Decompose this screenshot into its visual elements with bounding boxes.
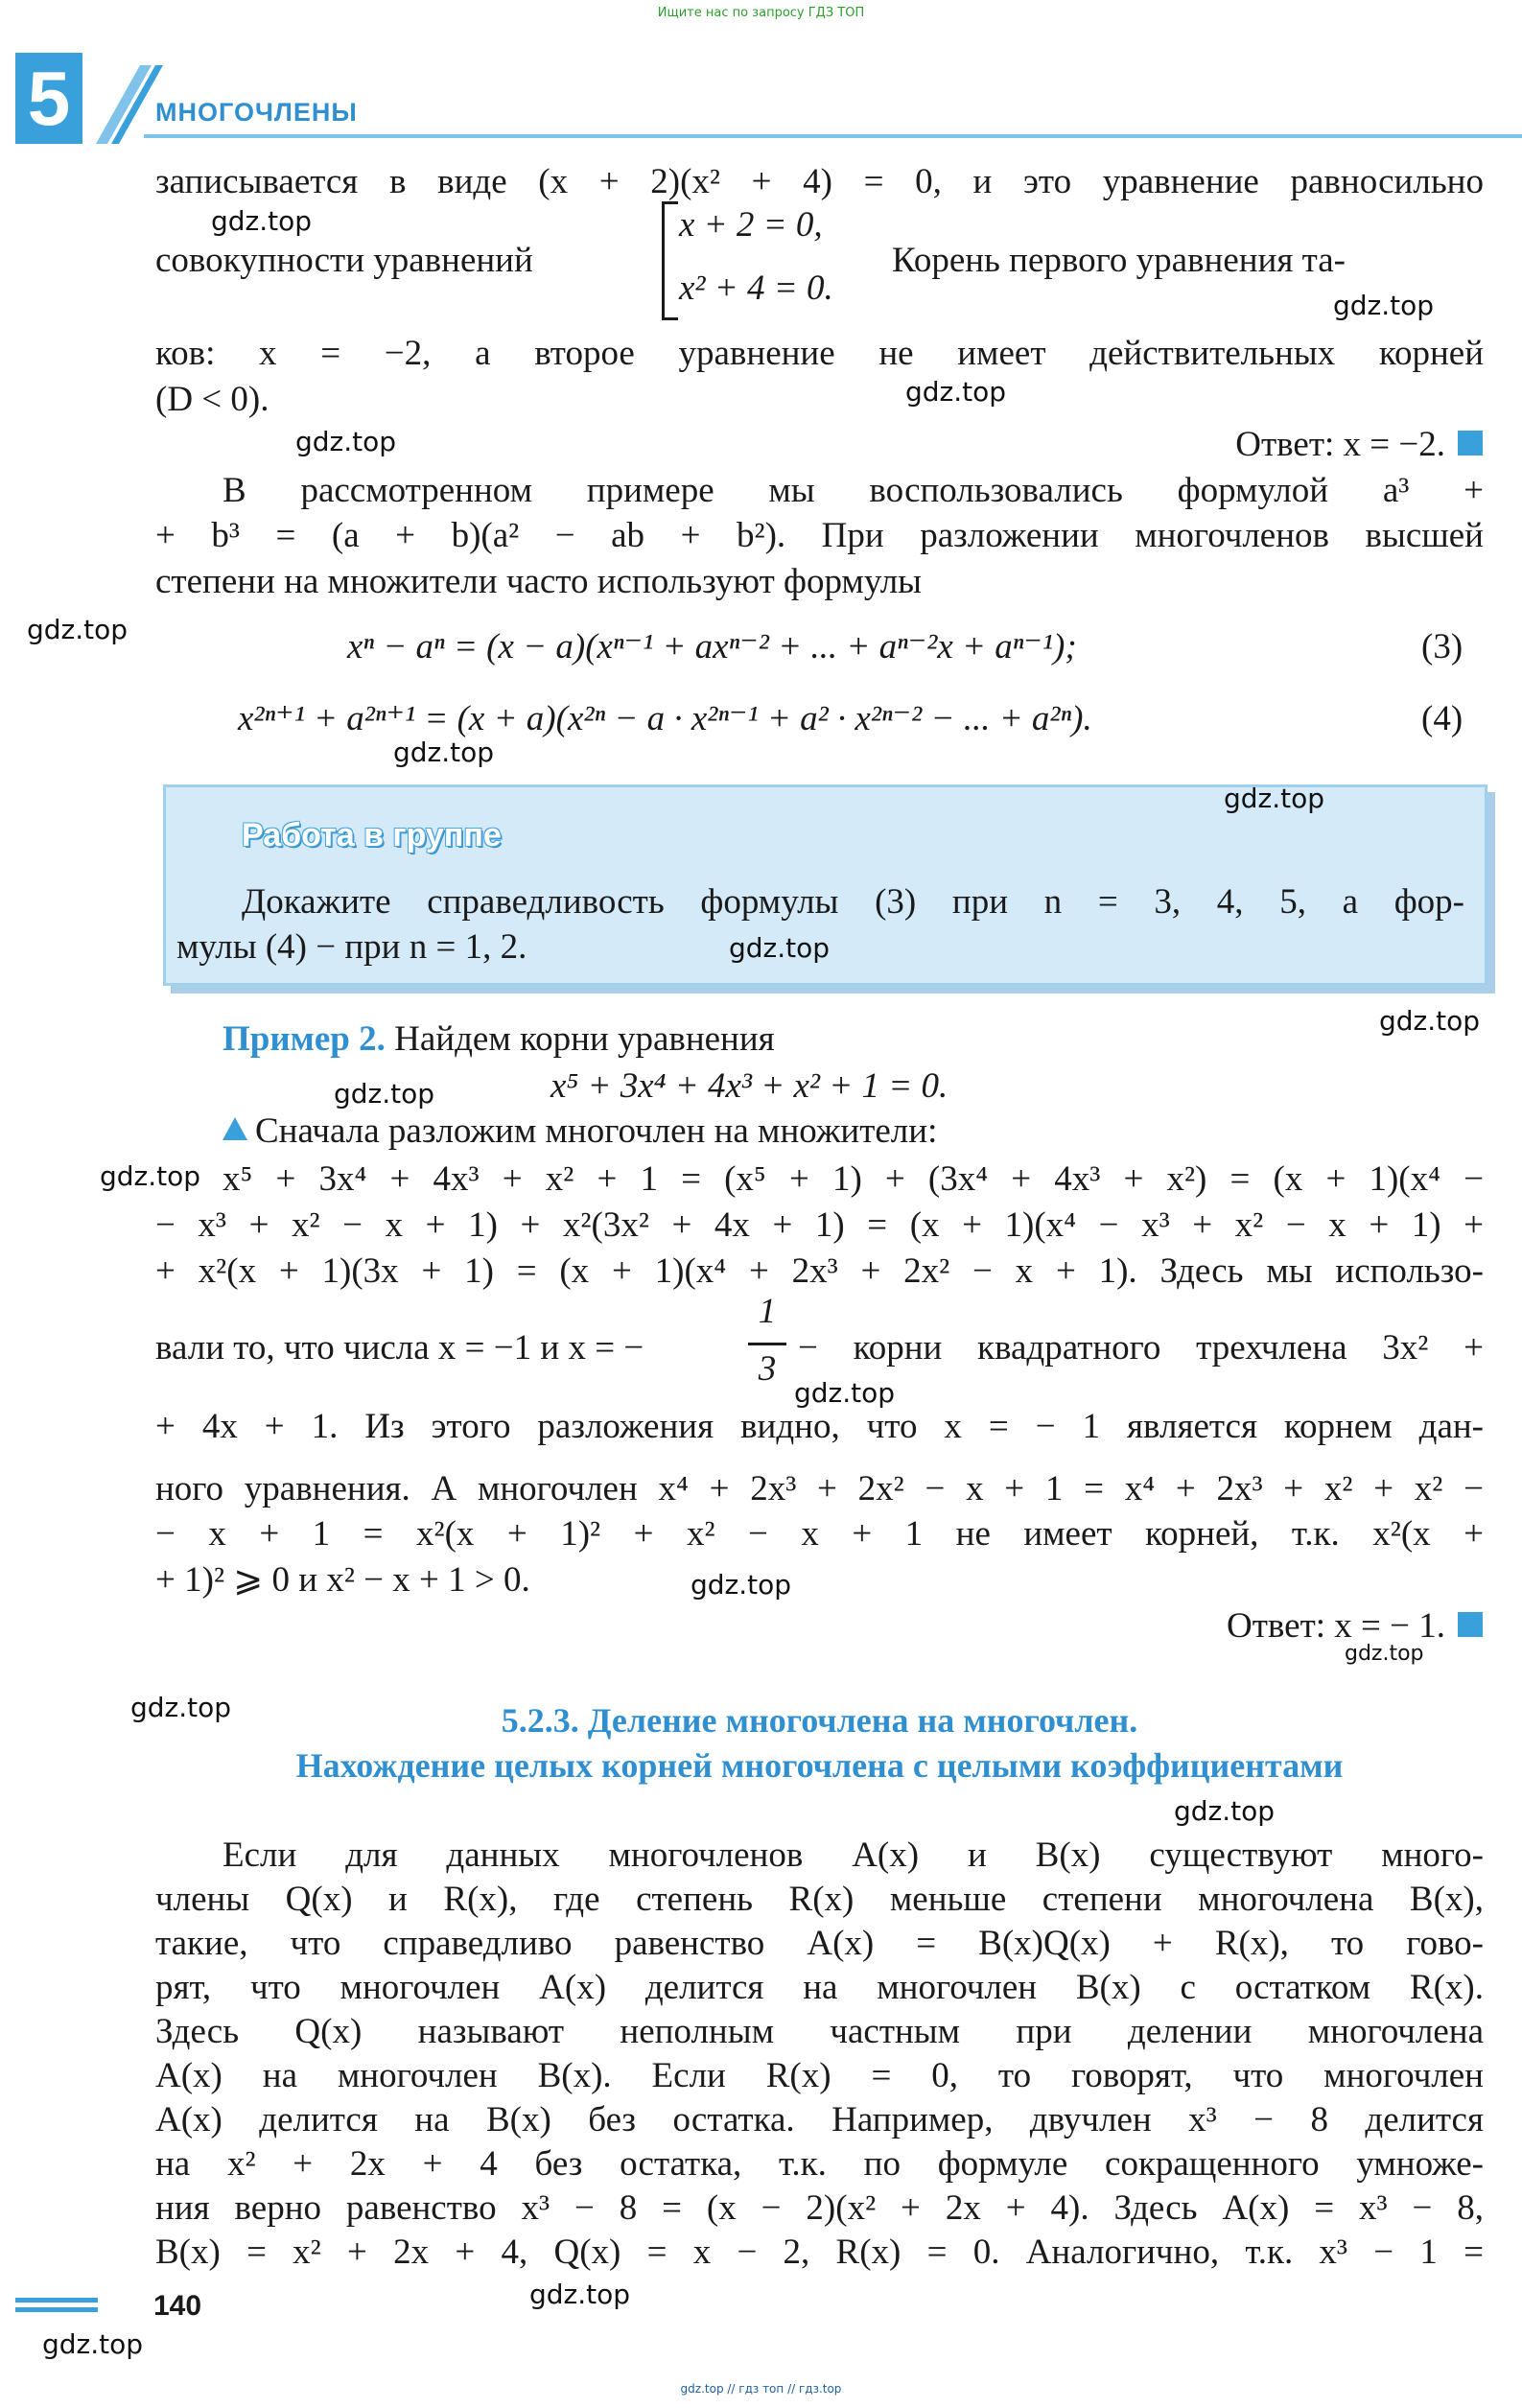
watermark: gdz.top bbox=[1379, 1005, 1481, 1037]
watermark: gdz.top bbox=[100, 1160, 201, 1192]
text-line: Корень первого уравнения та- bbox=[892, 241, 1346, 280]
text-line: записывается в виде (x + 2)(x² + 4) = 0, и это уравнение равносильно bbox=[155, 162, 1484, 201]
watermark: gdz.top bbox=[1224, 783, 1325, 814]
body-line: члены Q(x) и R(x), где степень R(x) меньше степени многочлена B(x), bbox=[155, 1880, 1484, 1919]
body-line: такие, что справедливо равенство A(x) = B(x)Q(x) + R(x), то гово- bbox=[155, 1924, 1484, 1963]
text-line: совокупности уравнений bbox=[155, 241, 533, 280]
body-line: Здесь Q(x) называют неполным частным при делении многочлена bbox=[155, 2012, 1484, 2051]
header-rule bbox=[144, 134, 1522, 138]
answer-2 bbox=[155, 1604, 1445, 1648]
chapter-slash-decoration bbox=[0, 0, 173, 153]
formula-4-number: (4) bbox=[1421, 699, 1463, 738]
group-work-title: Работа в группе bbox=[242, 817, 502, 853]
text-line: В рассмотренном примере мы воспользовались формулой a³ + bbox=[222, 471, 1484, 510]
solution-line: x⁵ + 3x⁴ + 4x³ + x² + 1 = (x⁵ + 1) + (3x⁴ + 4x³ + x²) = (x + 1)(x⁴ − bbox=[222, 1159, 1484, 1199]
page-number-bar bbox=[15, 2298, 98, 2313]
solution-line: ного уравнения. А многочлен x⁴ + 2x³ + 2x² − x + 1 = x⁴ + 2x³ + x² + x² − bbox=[155, 1469, 1484, 1508]
watermark: gdz.top bbox=[729, 932, 831, 964]
watermark: gdz.top bbox=[794, 1377, 896, 1409]
group-work-line: мулы (4) − при n = 1, 2. bbox=[176, 927, 527, 967]
example-2-label: Пример 2. bbox=[222, 1019, 386, 1059]
system-brace bbox=[662, 201, 678, 320]
fraction-bar bbox=[748, 1343, 786, 1345]
body-line: рят, что многочлен A(x) делится на многочлен B(x) с остатком R(x). bbox=[155, 1968, 1484, 2007]
watermark: gdz.top bbox=[211, 205, 313, 237]
fraction-denominator: 3 bbox=[758, 1349, 777, 1389]
chapter-title: МНОГОЧЛЕНЫ bbox=[155, 98, 358, 127]
body-line: A(x) делится на B(x) без остатка. Например, двучлен x³ − 8 делится bbox=[155, 2100, 1484, 2139]
watermark: gdz.top bbox=[393, 736, 495, 768]
solution-start-triangle-icon bbox=[222, 1117, 247, 1140]
solution-line: + 4x + 1. Из этого разложения видно, что x = − 1 является корнем дан- bbox=[155, 1407, 1484, 1446]
body-line: на x² + 2x + 4 без остатка, т.к. по формуле сокращенного умноже- bbox=[155, 2144, 1484, 2184]
section-subtitle: Нахождение целых корней многочлена с целыми коэффициентами bbox=[295, 1746, 1344, 1785]
section-title: 5.2.3. Деление многочлена на многочлен. bbox=[501, 1701, 1138, 1740]
solution-line: − корни квадратного трехчлена 3x² + bbox=[798, 1328, 1484, 1368]
solution-line: + 1)² ⩾ 0 и x² − x + 1 > 0. bbox=[155, 1560, 530, 1600]
text-line: (D < 0). bbox=[155, 380, 269, 419]
formula-3: xⁿ − aⁿ = (x − a)(xⁿ⁻¹ + axⁿ⁻² + ... + aⁿ⁻²x + aⁿ⁻¹); bbox=[347, 627, 1077, 666]
example-2-equation: x⁵ + 3x⁴ + 4x³ + x² + 1 = 0. bbox=[550, 1066, 948, 1106]
top-note: Ищите нас по запросу ГДЗ ТОП bbox=[657, 6, 865, 20]
solution-line: − x + 1 = x²(x + 1)² + x² − x + 1 не имеет корней, т.к. x²(x + bbox=[155, 1514, 1484, 1554]
solution-line: вали то, что числа x = −1 и x = − bbox=[155, 1328, 644, 1368]
formula-3-number: (3) bbox=[1421, 627, 1463, 666]
solution-line bbox=[222, 1110, 1522, 1154]
body-line: B(x) = x² + 2x + 4, Q(x) = x − 2, R(x) = 0. Аналогично, т.к. x³ − 1 = bbox=[155, 2233, 1484, 2272]
solution-text: Сначала разложим многочлен на множители: bbox=[255, 1111, 938, 1151]
solution-line: + x²(x + 1)(3x + 1) = (x + 1)(x⁴ + 2x³ + 2x² − x + 1). Здесь мы использо- bbox=[155, 1251, 1484, 1291]
bottom-note: gdz.top // гдз топ // гдз.top bbox=[680, 2382, 842, 2396]
group-work-line: Докажите справедливость формулы (3) при n = 3, 4, 5, а фор- bbox=[242, 882, 1464, 922]
watermark: gdz.top bbox=[334, 1078, 435, 1110]
body-line: Если для данных многочленов A(x) и B(x) существуют много- bbox=[222, 1835, 1484, 1875]
watermark: gdz.top bbox=[295, 426, 397, 457]
system-equation-1: x + 2 = 0, bbox=[679, 205, 823, 245]
system-equation-2: x² + 4 = 0. bbox=[679, 269, 833, 308]
solution-line: − x³ + x² − x + 1) + x²(3x² + 4x + 1) = (x + 1)(x⁴ − x³ + x² − x + 1) + bbox=[155, 1205, 1484, 1245]
page-number: 140 bbox=[153, 2290, 202, 2322]
end-of-solution-square bbox=[1458, 431, 1483, 456]
answer-text: Ответ: x = − 1. bbox=[1227, 1606, 1445, 1646]
example-2-text: Найдем корни уравнения bbox=[394, 1019, 775, 1059]
watermark: gdz.top bbox=[1333, 290, 1435, 321]
watermark: gdz.top bbox=[130, 1692, 232, 1723]
end-of-solution-square bbox=[1458, 1612, 1483, 1637]
watermark: gdz.top bbox=[27, 614, 129, 645]
fraction-numerator: 1 bbox=[758, 1292, 777, 1331]
text-line: + b³ = (a + b)(a² − ab + b²). При разложении многочленов высшей bbox=[155, 516, 1484, 555]
text-line: ков: x = −2, а второе уравнение не имеет действительных корней bbox=[155, 334, 1484, 373]
body-line: ния верно равенство x³ − 8 = (x − 2)(x² + 2x + 4). Здесь A(x) = x³ − 8, bbox=[155, 2188, 1484, 2228]
chapter-number: 5 bbox=[15, 53, 82, 144]
watermark: gdz.top bbox=[691, 1569, 792, 1601]
watermark: gdz.top bbox=[905, 376, 1007, 408]
example-2-heading bbox=[222, 1017, 1522, 1062]
watermark: gdz.top bbox=[1345, 1642, 1424, 1666]
watermark: gdz.top bbox=[529, 2279, 631, 2310]
formula-4: x²ⁿ⁺¹ + a²ⁿ⁺¹ = (x + a)(x²ⁿ − a · x²ⁿ⁻¹ + a² · x²ⁿ⁻² − ... + a²ⁿ). bbox=[238, 699, 1092, 738]
answer-text: Ответ: x = −2. bbox=[1235, 425, 1445, 464]
watermark: gdz.top bbox=[1174, 1795, 1276, 1827]
body-line: A(x) на многочлен B(x). Если R(x) = 0, то говорят, что многочлен bbox=[155, 2056, 1484, 2095]
text-line: степени на множители часто используют формулы bbox=[155, 562, 923, 601]
watermark: gdz.top bbox=[42, 2328, 144, 2360]
